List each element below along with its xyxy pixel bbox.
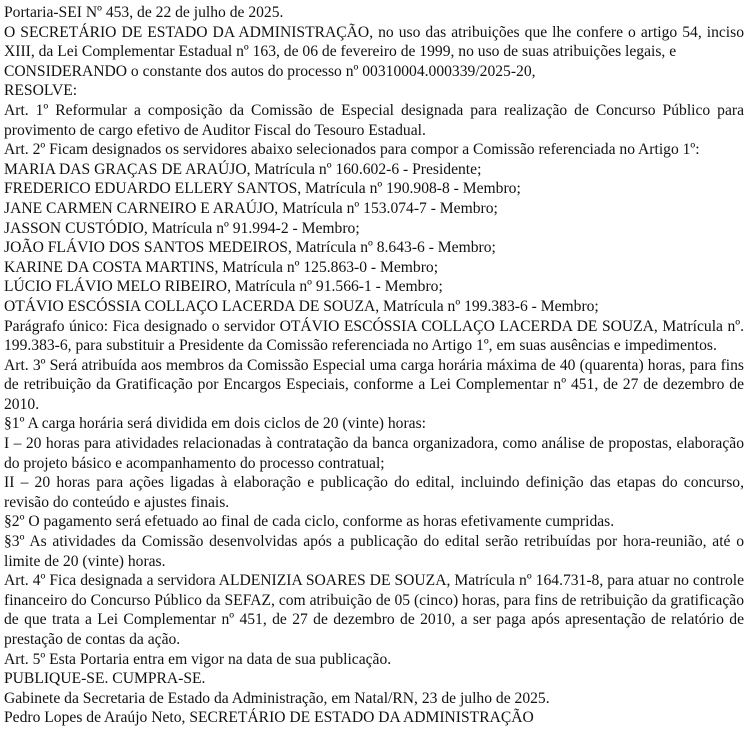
member-item: OTÁVIO ESCÓSSIA COLLAÇO LACERDA DE SOUZA, Matrícula nº 199.383-6 - Membro; [4, 297, 599, 315]
member-item: JANE CARMEN CARNEIRO E ARAÚJO, Matrícula nº 153.074-7 - Membro; [4, 199, 498, 217]
resolve-line: RESOLVE: [4, 82, 78, 100]
gabinete-line: Gabinete da Secretaria de Estado da Administração, em Natal/RN, 23 de julho de 2025. [4, 689, 550, 707]
article-2: Art. 2º Ficam designados os servidores abaixo selecionados para compor a Comissão referenciada no Artigo 1º: [4, 141, 700, 159]
paragrafo-unico: Parágrafo único: Fica designado o servidor OTÁVIO ESCÓSSIA COLLAÇO LACERDA DE SOUZA, Matrícula nº. 199.383-6, para substituir a Presidente da Comissão referenciada no Artigo 1º, em suas ausências e impedimentos. [4, 317, 744, 355]
preamble-paragraph: O SECRETÁRIO DE ESTADO DA ADMINISTRAÇÃO, no uso das atribuições que lhe confere o artigo 54, inciso XIII, da Lei Complementar Estadual nº 163, de 06 de fevereiro de 1999, no uso de suas atribuições legais, e [4, 23, 744, 61]
section-1: §1º A carga horária será dividida em dois ciclos de 20 (vinte) horas: [4, 415, 426, 433]
article-4: Art. 4º Fica designada a servidora ALDENIZIA SOARES DE SOUZA, Matrícula nº 164.731-8, para atuar no controle financeiro do Concurso Público da SEFAZ, com atribuição de 05 (cinco) horas, para fins de retribuição da gratificação de que trata a Lei Complementar nº 451, de 27 de dezembro de 2010, a ser paga após apresentação de relatório de prestação de contas da ação. [4, 572, 744, 648]
member-item: MARIA DAS GRAÇAS DE ARAÚJO, Matrícula nº 160.602-6 - Presidente; [4, 160, 482, 178]
signature-line: Pedro Lopes de Araújo Neto, SECRETÁRIO DE ESTADO DA ADMINISTRAÇÃO [4, 709, 534, 727]
article-3: Art. 3º Será atribuída aos membros da Comissão Especial uma carga horária máxima de 40 (quarenta) horas, para fins de retribuição da Gratificação por Encargos Especiais, conforme a Lei Complementar nº 451, de 27 de dezembro de 2010. [4, 356, 744, 413]
section-1-item-2: II – 20 horas para ações ligadas à elaboração e publicação do edital, incluindo definição das etapas do concurso, revisão do conteúdo e ajustes finais. [4, 474, 744, 511]
article-1: Art. 1º Reformular a composição da Comissão de Especial designada para realização de Concurso Público para provimento de cargo efetivo de Auditor Fiscal do Tesouro Estadual. [4, 101, 744, 139]
article-5: Art. 5º Esta Portaria entra em vigor na data de sua publicação. [4, 650, 392, 668]
member-item: KARINE DA COSTA MARTINS, Matrícula nº 125.863-0 - Membro; [4, 258, 439, 276]
member-item: LÚCIO FLÁVIO MELO RIBEIRO, Matrícula nº 91.566-1 - Membro; [4, 278, 443, 296]
publique-line: PUBLIQUE-SE. CUMPRA-SE. [4, 670, 206, 688]
section-1-item-1: I – 20 horas para atividades relacionadas à contratação da banca organizadora, como análise de propostas, elaboração do projeto básico e acompanhamento do processo contratual; [4, 435, 744, 472]
member-item: JASSON CUSTÓDIO, Matrícula nº 91.994-2 - Membro; [4, 219, 360, 237]
member-item: JOÃO FLÁVIO DOS SANTOS MEDEIROS, Matrícula nº 8.643-6 - Membro; [4, 239, 496, 257]
section-3: §3º As atividades da Comissão desenvolvidas após a publicação do edital serão retribuídas por hora-reunião, até o limite de 20 (vinte) horas. [4, 533, 744, 570]
section-2: §2º O pagamento será efetuado ao final de cada ciclo, conforme as horas efetivamente cumpridas. [4, 513, 615, 531]
portaria-heading: Portaria-SEI Nº 453, de 22 de julho de 2025. [4, 4, 284, 21]
member-item: FREDERICO EDUARDO ELLERY SANTOS, Matrícula nº 190.908-8 - Membro; [4, 180, 521, 198]
considerando-paragraph: CONSIDERANDO o constante dos autos do processo nº 00310004.000339/2025-20, [4, 62, 536, 80]
members-list [4, 160, 744, 317]
